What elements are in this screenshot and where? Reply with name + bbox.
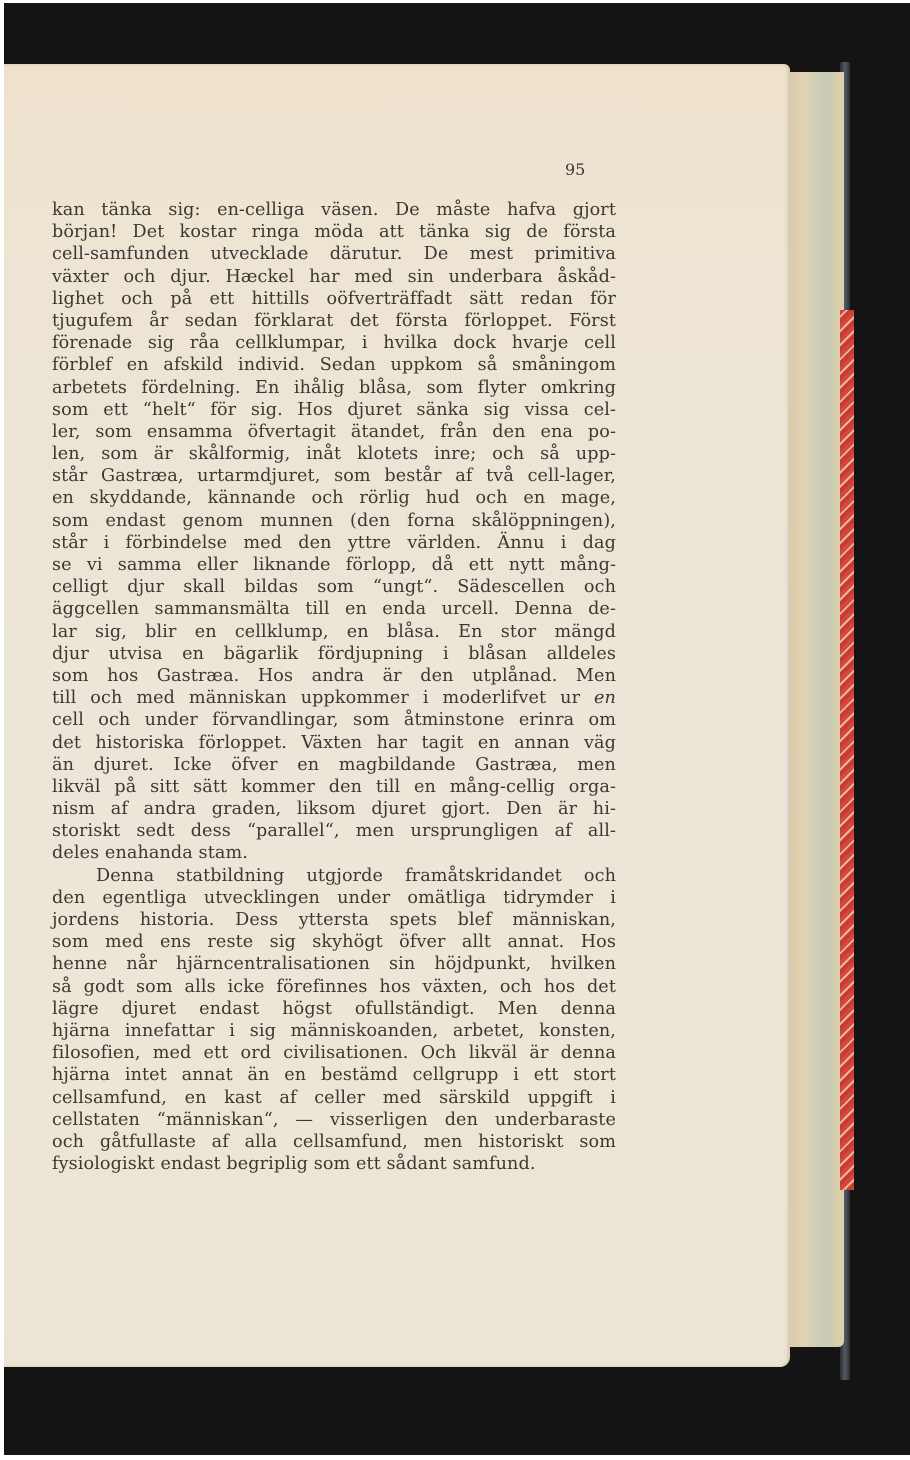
text-line: som med ens reste sig skyhögt öfver allt annat. Hos: [52, 932, 616, 953]
text-line: så godt som alls icke förefinnes hos växten, och hos det: [52, 976, 616, 997]
text-line: äggcellen sammansmälta till en enda urcell. Denna de-: [52, 599, 616, 620]
text-line: likväl på sitt sätt kommer den till en mång-cellig orga-: [52, 776, 616, 797]
emphasis: en: [594, 688, 616, 709]
text-line: står i förbindelse med den yttre världen. Ännu i dag: [52, 532, 616, 553]
text-line: förenade sig råa cellklumpar, i hvilka dock hvarje cell: [52, 333, 616, 354]
text-line: och gåtfullaste af alla cellsamfund, men historiskt som: [52, 1131, 616, 1152]
body-text: [52, 199, 616, 1175]
text-line: cell-samfunden utvecklade därutur. De mest primitiva: [52, 244, 616, 265]
text-line: som hos Gastræa. Hos andra är den utplånad. Men: [52, 665, 616, 686]
text-line: än djuret. Icke öfver en magbildande Gastræa, men: [52, 754, 616, 775]
text-line: lägre djuret endast högst ofullständigt. Men denna: [52, 998, 616, 1019]
text-line: filosofien, med ett ord civilisationen. Och likväl är denna: [52, 1043, 616, 1064]
text-line: cellsamfund, en kast af celler med särskild uppgift i: [52, 1087, 616, 1108]
text-line: tjugufem år sedan förklarat det första förloppet. Först: [52, 310, 616, 331]
text-line: henne når hjärncentralisationen sin höjdpunkt, hvilken: [52, 954, 616, 975]
text-line: arbetets fördelning. En ihålig blåsa, som flyter omkring: [52, 377, 616, 398]
text-line: den egentliga utvecklingen under omätliga tidrymder i: [52, 887, 616, 908]
text-line: en skyddande, kännande och rörlig hud och en mage,: [52, 488, 616, 509]
text-line: ler, som ensamma öfvertagit ätandet, från den ena po-: [52, 421, 616, 442]
text-line: som ett “helt“ för sig. Hos djuret sänka sig vissa cel-: [52, 399, 616, 420]
text-line: storiskt sedt dess “parallel“, men ursprungligen af all-: [52, 821, 616, 842]
text-line: början! Det kostar ringa möda att tänka sig de första: [52, 222, 616, 243]
text-line: len, som är skålformig, inåt klotets inre; och så upp-: [52, 444, 616, 465]
text-line: djur utvisa en bägarlik fördjupning i blåsan alldeles: [52, 643, 616, 664]
text-line: cellstaten “människan“, — visserligen den underbaraste: [52, 1109, 616, 1130]
text-line: celligt djur skall bildas som “ungt“. Sädescellen och: [52, 577, 616, 598]
text-line: lighet och på ett hittills oöfverträffadt sätt redan för: [52, 288, 616, 309]
text-line: växter och djur. Hæckel har med sin underbara åskåd-: [52, 266, 616, 287]
text-line: står Gastræa, urtarmdjuret, som består af två cell-lager,: [52, 466, 616, 487]
page-number: 95: [565, 160, 586, 179]
page-stack-edge: [786, 72, 844, 1347]
text-line: kan tänka sig: en-celliga väsen. De måste hafva gjort: [52, 200, 616, 220]
text-line: nism af andra graden, liksom djuret gjort. Den är hi-: [52, 799, 616, 820]
text-line: fysiologiskt endast begriplig som ett sådant samfund.: [52, 1154, 536, 1175]
text-line: som endast genom munnen (den forna skålöppningen),: [52, 510, 616, 531]
text-line: lar sig, blir en cellklump, en blåsa. En stor mängd: [52, 621, 616, 642]
text-line: cell och under förvandlingar, som åtminstone erinra om: [52, 710, 616, 731]
text-line: till och med människan uppkommer i moderlifvet ur en: [52, 688, 616, 709]
text-line: se vi samma eller liknande förlopp, då ett nytt mång-: [52, 555, 616, 575]
text-line: jordens historia. Dess yttersta spets blef människan,: [52, 910, 616, 930]
text-line: förblef en afskild individ. Sedan uppkom så småningom: [52, 355, 616, 376]
text-line: hjärna innefattar i sig människoanden, arbetet, konsten,: [52, 1020, 616, 1041]
paragraph-start-line: Denna statbildning utgjorde framåtskridandet och: [96, 865, 616, 886]
text-line: deles enahanda stam.: [52, 843, 248, 864]
bookmark-ribbon: [840, 310, 854, 1190]
text-line: hjärna intet annat än en bestämd cellgrupp i ett stort: [52, 1065, 616, 1086]
text-line: det historiska förloppet. Växten har tagit en annan väg: [52, 732, 616, 753]
